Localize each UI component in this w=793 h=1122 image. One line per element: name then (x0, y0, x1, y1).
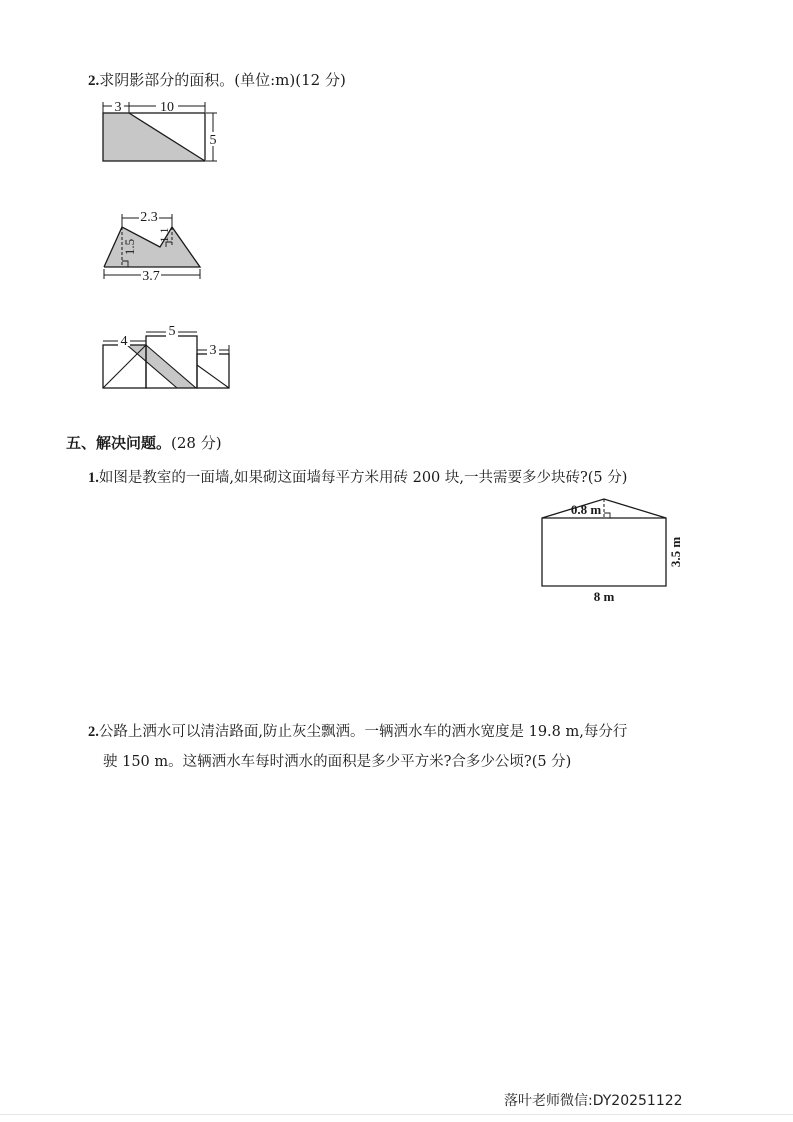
dim-top-right: 10 (160, 100, 174, 115)
wall-outline (542, 499, 666, 586)
shaded-region (127, 345, 196, 388)
section-heading (66, 432, 222, 453)
question-text: 求阴影部分的面积。(单位:m)(12 分) (99, 71, 346, 89)
section-title: 五、解决问题。 (66, 434, 172, 452)
question-2-title (88, 70, 346, 91)
dim-height: 5 (209, 133, 217, 148)
dim-width: 8 m (593, 589, 615, 604)
problem-text: 如图是教室的一面墙,如果砌这面墙每平方米用砖 200 块,一共需要多少块砖?(5 分) (98, 470, 628, 486)
figure-classroom-wall (530, 492, 690, 604)
dim-top: 2.3 (140, 210, 158, 225)
dim-left: 4 (120, 334, 128, 349)
section-score: (28 分) (171, 434, 222, 452)
dim-middle: 5 (168, 324, 176, 339)
problem-2-line-1 (88, 722, 627, 742)
figure-stepped-rectangles (96, 320, 236, 392)
problem-number: 2. (88, 724, 99, 740)
footer-watermark: 落叶老师微信:DY20251122 (504, 1093, 683, 1109)
bottom-divider (0, 1114, 793, 1115)
dim-right: 3 (209, 343, 217, 358)
problem-text-line-2: 驶 150 m。这辆洒水车每时洒水的面积是多少平方米?合多少公顷?(5 分) (103, 754, 572, 770)
figure-trapezoid-notch (96, 205, 211, 285)
dim-height: 3.5 m (668, 536, 683, 568)
dim-roof: 0.8 m (570, 502, 602, 517)
dim-height: 1.5 (122, 238, 137, 256)
figure-rectangle-shaded-triangle (96, 96, 231, 168)
problem-number: 1. (88, 470, 99, 486)
problem-text-line-1: 公路上洒水可以清洁路面,防止灰尘飘洒。一辆洒水车的洒水宽度是 19.8 m,每分行 (98, 724, 628, 740)
dim-top-left: 3 (114, 100, 122, 115)
problem-2-line-2 (103, 752, 571, 772)
question-number: 2. (88, 73, 100, 89)
right-rect (197, 354, 229, 388)
shaded-region (103, 113, 205, 161)
problem-1 (88, 468, 627, 488)
dim-inner: 1.1 (157, 227, 171, 243)
dim-base: 3.7 (142, 269, 160, 284)
